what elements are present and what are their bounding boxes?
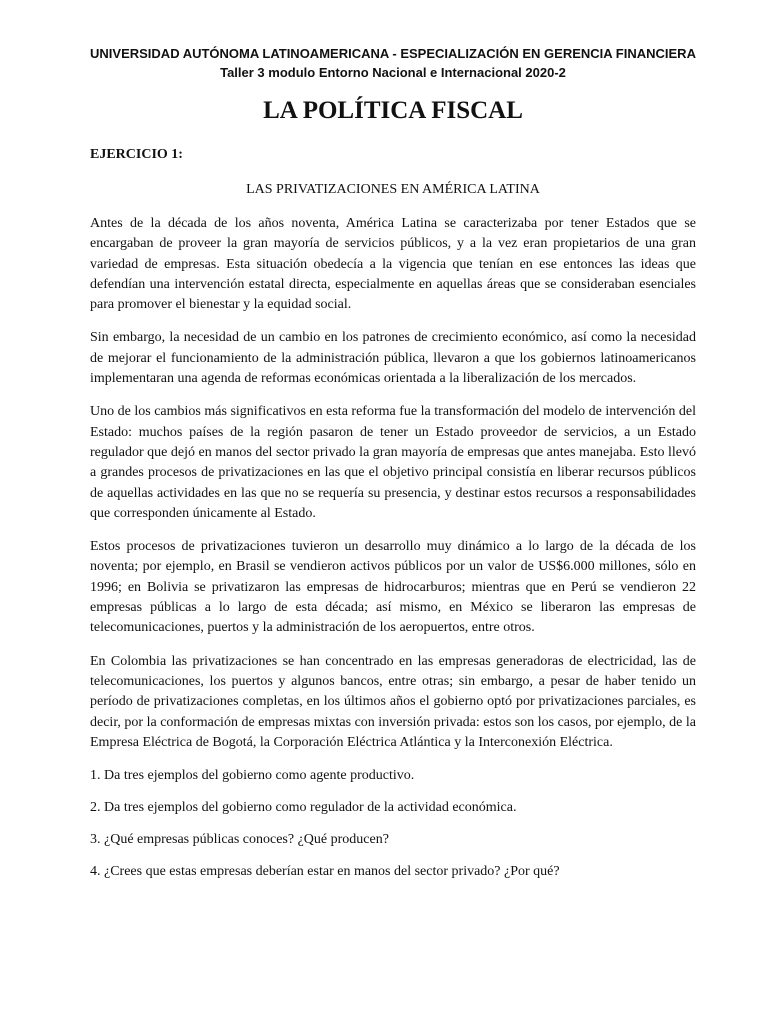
question-item: 4. ¿Crees que estas empresas deberían estar en manos del sector privado? ¿Por qué? <box>90 864 560 880</box>
university-header: UNIVERSIDAD AUTÓNOMA LATINOAMERICANA - ESPECIALIZACIÓN EN GERENCIA FINANCIERA <box>90 46 696 61</box>
question-item: 1. Da tres ejemplos del gobierno como agente productivo. <box>90 768 415 784</box>
paragraph: Uno de los cambios más significativos en esta reforma fue la transformación del modelo de intervención del Estado: muchos países de la región pasaron de tener un Estado proveedor de servicios, a un Estado regulador que dejó en manos del sector privado la gran mayoría de empresas que antes manejaba. Esto llevó a grandes procesos de privatizaciones en las que el objetivo principal consistía en liberar recursos públicos de aquellas actividades en las que no se requería su presencia, y destinar estos recursos a responsabilidades que corresponden únicamente al Estado. <box>90 404 696 521</box>
exercise-label: EJERCICIO 1: <box>90 147 183 162</box>
paragraph: En Colombia las privatizaciones se han concentrado en las empresas generadoras de electricidad, las de telecomunicaciones, los puertos y algunos bancos, entre otras; sin embargo, a pesar de haber tenido un período de privatizaciones completas, en los últimos años el gobierno optó por privatizaciones parciales, es decir, por la conformación de empresas mixtas con inversión privada: estos son los casos, por ejemplo, de la Empresa Eléctrica de Bogotá, la Corporación Eléctrica Atlántica y la Interconexión Eléctrica. <box>90 653 696 750</box>
paragraph: Antes de la década de los años noventa, América Latina se caracterizaba por tener Estados que se encargaban de proveer la gran mayoría de servicios públicos, y a la vez eran propietarios de una gran variedad de empresas. Esta situación obedecía a la vigencia que tenían en ese entonces las ideas que defendían una intervención estatal directa, especialmente en aquellas áreas que se consideraban esenciales para promover el bienestar y la equidad social. <box>90 216 696 313</box>
paragraph: Sin embargo, la necesidad de un cambio en los patrones de crecimiento económico, así como la necesidad de mejorar el funcionamiento de la administración pública, llevaron a que los gobiernos latinoamericanos implementaran una agenda de reformas económicas orientada a la liberalización de los mercados. <box>90 330 696 387</box>
course-subheader: Taller 3 modulo Entorno Nacional e Internacional 2020-2 <box>220 65 566 80</box>
question-item: 3. ¿Qué empresas públicas conoces? ¿Qué producen? <box>90 832 389 848</box>
section-title: LAS PRIVATIZACIONES EN AMÉRICA LATINA <box>246 182 540 197</box>
question-item: 2. Da tres ejemplos del gobierno como regulador de la actividad económica. <box>90 800 517 816</box>
paragraph: Estos procesos de privatizaciones tuvieron un desarrollo muy dinámico a lo largo de la década de los noventa; por ejemplo, en Brasil se vendieron activos públicos por un valor de US$6.000 millones, sólo en 1996; en Bolivia se privatizaron las empresas de hidrocarburos; mientras que en Perú se vendieron 22 empresas públicas a lo largo de esta década; así mismo, en México se liberaron las empresas de telecomunicaciones, puertos y la administración de los aeropuertos, entre otros. <box>90 539 696 636</box>
page-title: LA POLÍTICA FISCAL <box>263 97 523 124</box>
